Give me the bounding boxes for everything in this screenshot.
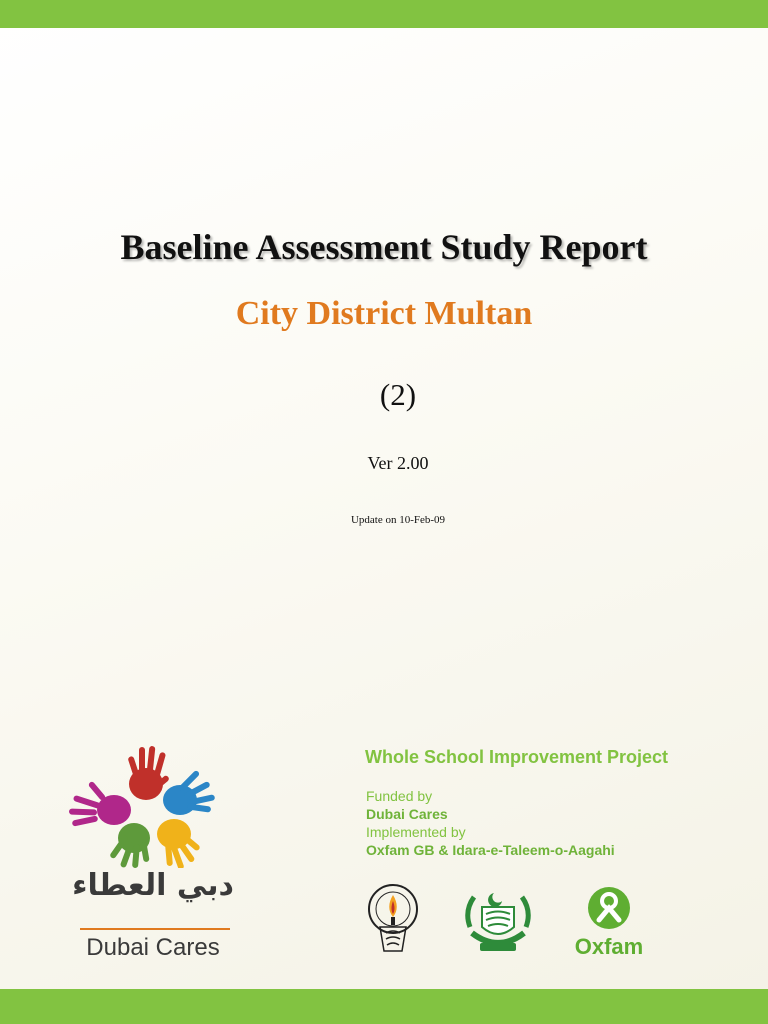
bottom-green-bar [0, 989, 768, 1024]
funding-info [366, 787, 615, 859]
hands-star-icon [68, 738, 238, 868]
report-title: Baseline Assessment Study Report [120, 227, 648, 267]
implementer-names: Oxfam GB & Idara-e-Taleem-o-Aagahi [366, 842, 615, 858]
emblem-icon [458, 887, 538, 957]
punjab-emblem-logo [458, 887, 538, 957]
dubai-cares-logo [68, 738, 238, 970]
report-number: (2) [379, 377, 417, 412]
update-date: Update on 10-Feb-09 [350, 514, 446, 526]
report-version: Ver 2.00 [367, 453, 429, 473]
dubai-cares-arabic-text: دبي العطاء [72, 868, 234, 903]
dubai-cares-divider [80, 928, 230, 930]
oxfam-logo [568, 886, 650, 966]
funded-by-label: Funded by [366, 788, 433, 804]
dubai-cares-name: Dubai Cares [86, 934, 220, 961]
ita-seal-logo [362, 883, 424, 955]
implemented-by-label: Implemented by [366, 824, 466, 840]
project-title: Whole School Improvement Project [365, 747, 669, 767]
oxfam-icon [568, 886, 650, 932]
seal-icon [362, 883, 424, 955]
oxfam-name: Oxfam [574, 934, 644, 959]
funder-name: Dubai Cares [366, 806, 448, 822]
report-subtitle: City District Multan [235, 295, 533, 332]
top-green-bar [0, 0, 768, 28]
